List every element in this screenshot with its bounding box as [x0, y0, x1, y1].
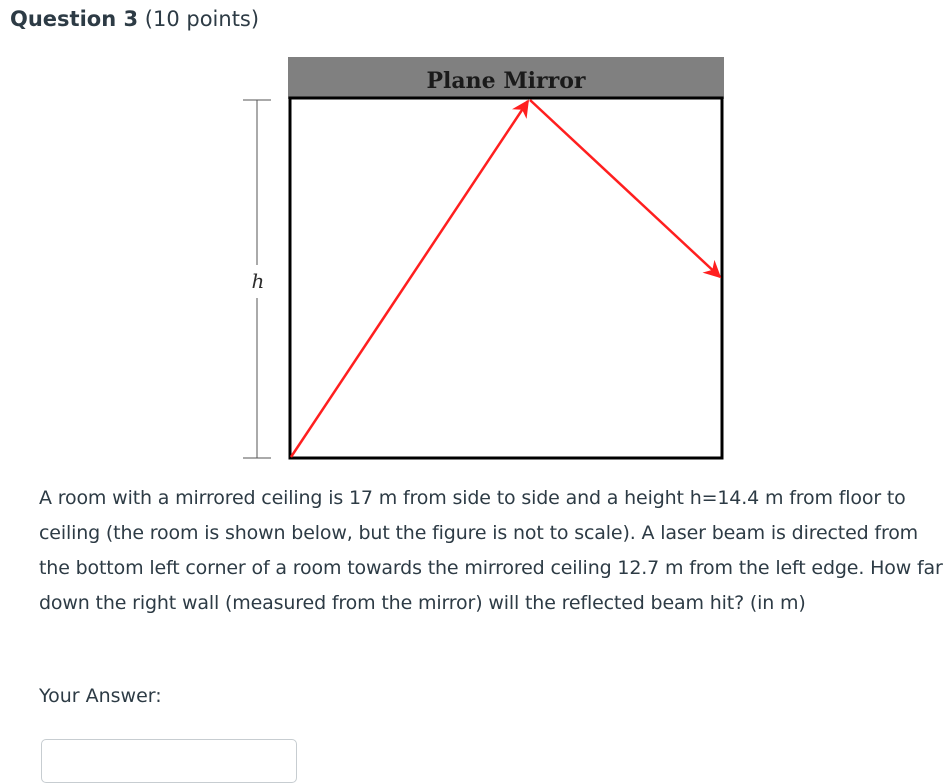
answer-label: Your Answer: — [39, 685, 162, 707]
room-outline — [290, 98, 722, 458]
question-text: A room with a mirrored ceiling is 17 m from side to side and a height h=14.4 m from floor to ceiling (the room is shown below, but the figure is not to scale). A laser beam is directed from the bottom left corner of a room towards the mirrored ceiling 12.7 m from the left edge. How far down the right wall (measured from the mirror) will the reflected beam hit? (in m) — [39, 487, 943, 614]
plane-mirror-label: Plane Mirror — [426, 68, 586, 94]
reflected-beam — [530, 100, 720, 277]
question-points: (10 points) — [144, 7, 260, 31]
incident-beam — [291, 101, 528, 457]
height-label: h — [251, 269, 265, 293]
answer-input[interactable] — [41, 739, 297, 783]
question-title: Question 3 — [10, 7, 139, 31]
